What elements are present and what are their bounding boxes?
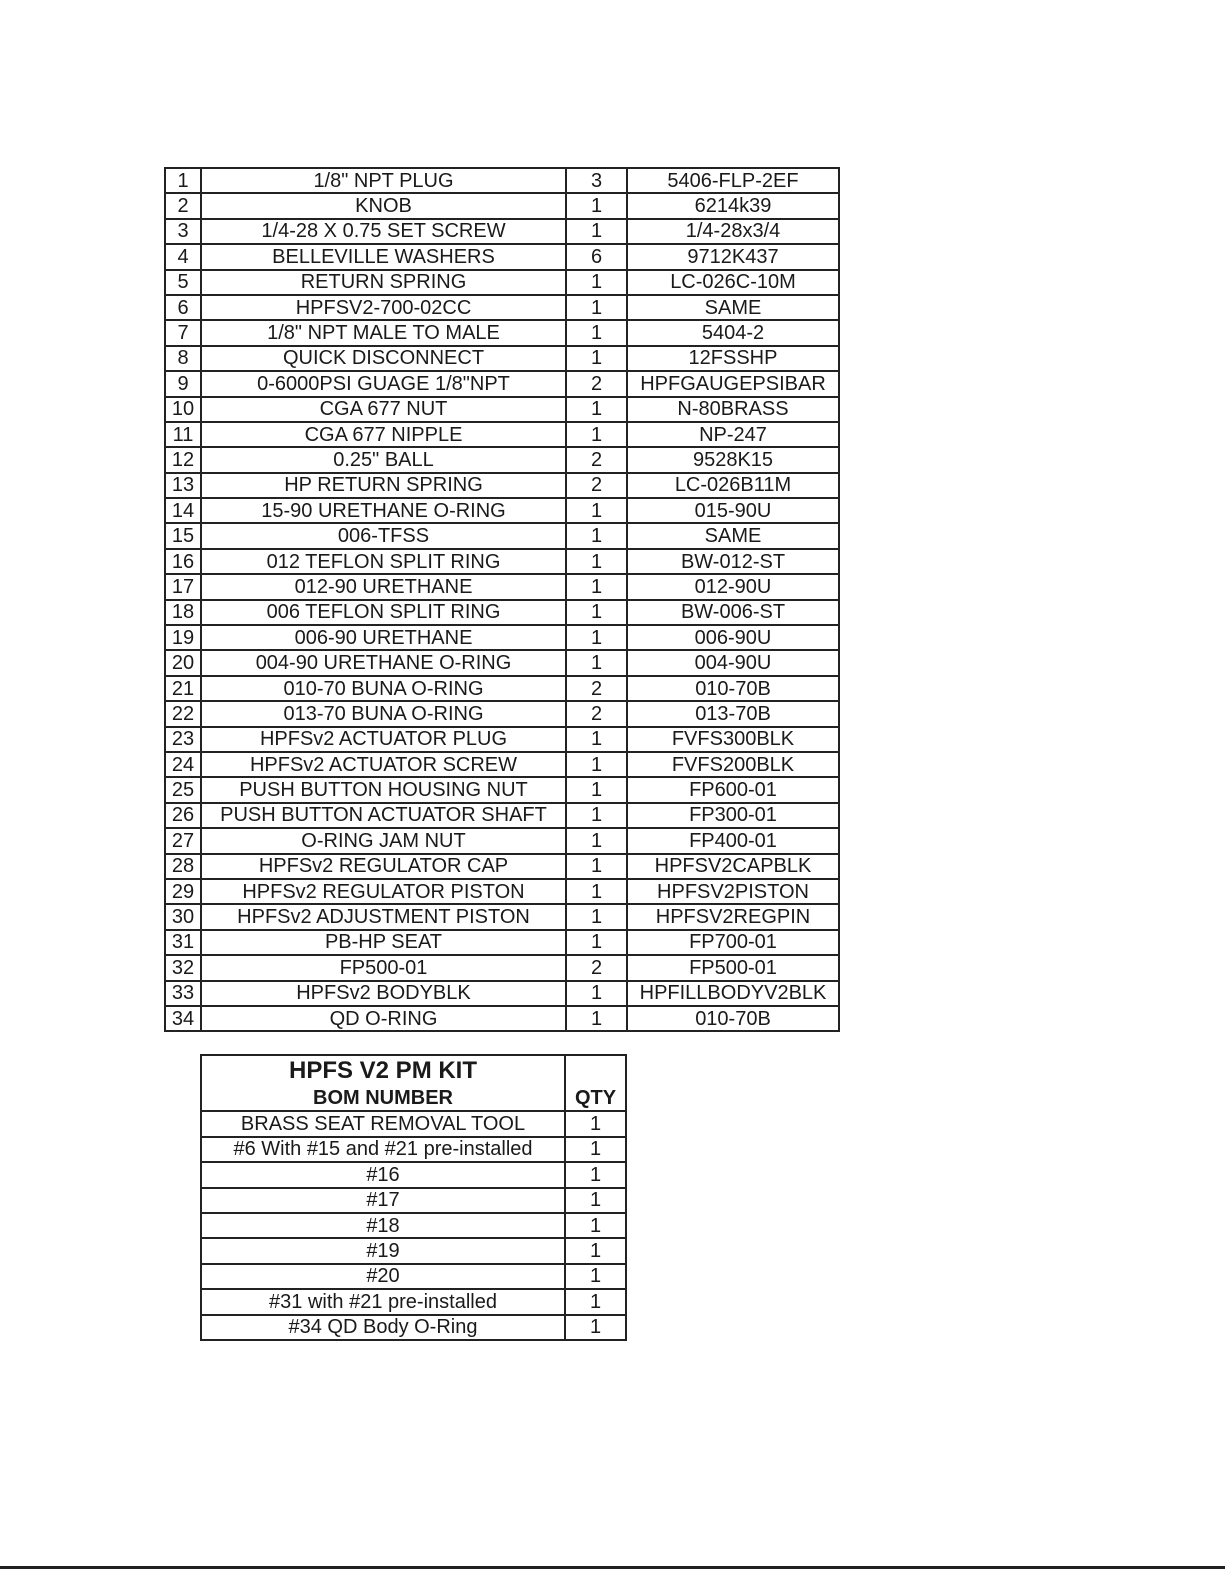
parts-row [165,270,839,295]
part-number-cell: FP700-01 [627,930,839,955]
kit-qty-cell: 1 [565,1289,626,1314]
item-number-cell: 33 [165,981,201,1006]
part-number-cell: LC-026C-10M [627,270,839,295]
part-number-cell: FP400-01 [627,828,839,853]
item-number-cell: 10 [165,397,201,422]
kit-item-cell: #16 [201,1162,565,1187]
item-number-cell: 17 [165,574,201,599]
kit-item-cell: #19 [201,1238,565,1263]
qty-cell: 1 [566,828,627,853]
part-number-cell: 1/4-28x3/4 [627,219,839,244]
part-number-cell: 9712K437 [627,244,839,269]
part-number-cell: 015-90U [627,498,839,523]
description-cell: HP RETURN SPRING [201,473,566,498]
part-number-cell: 5404-2 [627,320,839,345]
description-cell: 1/4-28 X 0.75 SET SCREW [201,219,566,244]
kit-row [201,1137,626,1162]
description-cell: RETURN SPRING [201,270,566,295]
item-number-cell: 23 [165,727,201,752]
parts-list-table [164,167,840,1032]
kit-title: HPFS V2 PM KIT [201,1055,565,1086]
description-cell: 15-90 URETHANE O-RING [201,498,566,523]
part-number-cell: FP300-01 [627,803,839,828]
kit-item-cell: #17 [201,1188,565,1213]
kit-qty-cell: 1 [565,1264,626,1289]
qty-cell: 2 [566,955,627,980]
part-number-cell: FVFS200BLK [627,752,839,777]
item-number-cell: 14 [165,498,201,523]
item-number-cell: 21 [165,676,201,701]
description-cell: HPFSv2 BODYBLK [201,981,566,1006]
parts-row [165,422,839,447]
part-number-cell: FP600-01 [627,777,839,802]
qty-cell: 2 [566,447,627,472]
kit-title-row [201,1055,626,1086]
parts-row [165,955,839,980]
item-number-cell: 32 [165,955,201,980]
item-number-cell: 29 [165,879,201,904]
qty-cell: 6 [566,244,627,269]
parts-row [165,803,839,828]
part-number-cell: 004-90U [627,650,839,675]
kit-row [201,1315,626,1340]
parts-row [165,346,839,371]
description-cell: O-RING JAM NUT [201,828,566,853]
kit-qty-cell: 1 [565,1315,626,1340]
description-cell: FP500-01 [201,955,566,980]
parts-row [165,904,839,929]
parts-row [165,981,839,1006]
part-number-cell: 010-70B [627,1006,839,1031]
qty-cell: 1 [566,752,627,777]
qty-cell: 2 [566,371,627,396]
parts-row [165,447,839,472]
part-number-cell: BW-012-ST [627,549,839,574]
kit-row [201,1111,626,1136]
parts-row [165,701,839,726]
description-cell: 010-70 BUNA O-RING [201,676,566,701]
parts-row [165,397,839,422]
kit-header-bom-number: BOM NUMBER [201,1086,565,1111]
qty-cell: 3 [566,168,627,193]
kit-row [201,1188,626,1213]
kit-qty-cell: 1 [565,1111,626,1136]
description-cell: HPFSv2 REGULATOR PISTON [201,879,566,904]
description-cell: 012-90 URETHANE [201,574,566,599]
parts-row [165,371,839,396]
qty-cell: 1 [566,1006,627,1031]
qty-cell: 1 [566,574,627,599]
item-number-cell: 1 [165,168,201,193]
parts-row [165,879,839,904]
kit-item-cell: #20 [201,1264,565,1289]
item-number-cell: 16 [165,549,201,574]
kit-header-row [201,1086,626,1111]
description-cell: 013-70 BUNA O-RING [201,701,566,726]
kit-row [201,1213,626,1238]
description-cell: KNOB [201,193,566,218]
description-cell: 006 TEFLON SPLIT RING [201,600,566,625]
description-cell: PUSH BUTTON ACTUATOR SHAFT [201,803,566,828]
parts-row [165,498,839,523]
description-cell: BELLEVILLE WASHERS [201,244,566,269]
item-number-cell: 24 [165,752,201,777]
part-number-cell: FVFS300BLK [627,727,839,752]
description-cell: HPFSv2 ACTUATOR PLUG [201,727,566,752]
qty-cell: 1 [566,270,627,295]
qty-cell: 1 [566,879,627,904]
qty-cell: 1 [566,346,627,371]
parts-row [165,295,839,320]
part-number-cell: FP500-01 [627,955,839,980]
kit-row [201,1238,626,1263]
page-bottom-rule [0,1566,1225,1569]
item-number-cell: 26 [165,803,201,828]
item-number-cell: 34 [165,1006,201,1031]
kit-item-cell: #6 With #15 and #21 pre-installed [201,1137,565,1162]
parts-row [165,549,839,574]
description-cell: 1/8" NPT PLUG [201,168,566,193]
item-number-cell: 4 [165,244,201,269]
description-cell: 0-6000PSI GUAGE 1/8"NPT [201,371,566,396]
qty-cell: 1 [566,193,627,218]
qty-cell: 1 [566,523,627,548]
parts-list-body [165,168,839,1031]
kit-qty-cell: 1 [565,1137,626,1162]
part-number-cell: HPFSV2REGPIN [627,904,839,929]
part-number-cell: HPFSV2PISTON [627,879,839,904]
description-cell: HPFSv2 REGULATOR CAP [201,854,566,879]
parts-row [165,676,839,701]
parts-row [165,727,839,752]
item-number-cell: 27 [165,828,201,853]
parts-row [165,168,839,193]
kit-qty-cell: 1 [565,1162,626,1187]
qty-cell: 2 [566,473,627,498]
parts-row [165,854,839,879]
kit-item-cell: #18 [201,1213,565,1238]
description-cell: QUICK DISCONNECT [201,346,566,371]
description-cell: 012 TEFLON SPLIT RING [201,549,566,574]
qty-cell: 1 [566,803,627,828]
description-cell: PB-HP SEAT [201,930,566,955]
part-number-cell: 5406-FLP-2EF [627,168,839,193]
item-number-cell: 30 [165,904,201,929]
pm-kit-body [201,1055,626,1340]
qty-cell: 1 [566,219,627,244]
description-cell: QD O-RING [201,1006,566,1031]
part-number-cell: 012-90U [627,574,839,599]
qty-cell: 1 [566,650,627,675]
description-cell: HPFSv2 ADJUSTMENT PISTON [201,904,566,929]
qty-cell: 1 [566,295,627,320]
part-number-cell: 9528K15 [627,447,839,472]
kit-item-cell: #31 with #21 pre-installed [201,1289,565,1314]
parts-row [165,219,839,244]
kit-qty-cell: 1 [565,1213,626,1238]
parts-row [165,193,839,218]
part-number-cell: 006-90U [627,625,839,650]
qty-cell: 1 [566,320,627,345]
qty-cell: 1 [566,854,627,879]
kit-title-blank-cell [565,1055,626,1086]
qty-cell: 1 [566,625,627,650]
item-number-cell: 19 [165,625,201,650]
part-number-cell: HPFILLBODYV2BLK [627,981,839,1006]
kit-item-cell: BRASS SEAT REMOVAL TOOL [201,1111,565,1136]
kit-row [201,1264,626,1289]
parts-row [165,828,839,853]
parts-row [165,1006,839,1031]
kit-item-cell: #34 QD Body O-Ring [201,1315,565,1340]
qty-cell: 1 [566,549,627,574]
part-number-cell: HPFGAUGEPSIBAR [627,371,839,396]
part-number-cell: SAME [627,523,839,548]
part-number-cell: SAME [627,295,839,320]
qty-cell: 1 [566,422,627,447]
part-number-cell: N-80BRASS [627,397,839,422]
parts-row [165,320,839,345]
qty-cell: 1 [566,397,627,422]
item-number-cell: 31 [165,930,201,955]
description-cell: CGA 677 NIPPLE [201,422,566,447]
parts-row [165,930,839,955]
pm-kit-table [200,1054,627,1341]
qty-cell: 1 [566,777,627,802]
parts-row [165,777,839,802]
description-cell: PUSH BUTTON HOUSING NUT [201,777,566,802]
qty-cell: 1 [566,930,627,955]
part-number-cell: 010-70B [627,676,839,701]
description-cell: 1/8" NPT MALE TO MALE [201,320,566,345]
item-number-cell: 25 [165,777,201,802]
parts-row [165,600,839,625]
description-cell: 006-90 URETHANE [201,625,566,650]
item-number-cell: 18 [165,600,201,625]
part-number-cell: 12FSSHP [627,346,839,371]
kit-row [201,1289,626,1314]
description-cell: 004-90 URETHANE O-RING [201,650,566,675]
part-number-cell: BW-006-ST [627,600,839,625]
qty-cell: 2 [566,701,627,726]
qty-cell: 1 [566,981,627,1006]
item-number-cell: 6 [165,295,201,320]
qty-cell: 1 [566,904,627,929]
item-number-cell: 7 [165,320,201,345]
item-number-cell: 5 [165,270,201,295]
parts-row [165,752,839,777]
parts-row [165,473,839,498]
part-number-cell: 013-70B [627,701,839,726]
qty-cell: 1 [566,727,627,752]
qty-cell: 2 [566,676,627,701]
part-number-cell: 6214k39 [627,193,839,218]
item-number-cell: 28 [165,854,201,879]
description-cell: HPFSv2 ACTUATOR SCREW [201,752,566,777]
item-number-cell: 2 [165,193,201,218]
item-number-cell: 9 [165,371,201,396]
kit-qty-cell: 1 [565,1238,626,1263]
parts-row [165,625,839,650]
item-number-cell: 13 [165,473,201,498]
item-number-cell: 12 [165,447,201,472]
parts-row [165,244,839,269]
description-cell: 0.25" BALL [201,447,566,472]
item-number-cell: 11 [165,422,201,447]
description-cell: CGA 677 NUT [201,397,566,422]
qty-cell: 1 [566,600,627,625]
part-number-cell: LC-026B11M [627,473,839,498]
item-number-cell: 15 [165,523,201,548]
item-number-cell: 3 [165,219,201,244]
kit-row [201,1162,626,1187]
qty-cell: 1 [566,498,627,523]
item-number-cell: 20 [165,650,201,675]
parts-row [165,650,839,675]
kit-header-qty: QTY [565,1086,626,1111]
parts-row [165,523,839,548]
part-number-cell: NP-247 [627,422,839,447]
item-number-cell: 22 [165,701,201,726]
kit-qty-cell: 1 [565,1188,626,1213]
item-number-cell: 8 [165,346,201,371]
parts-row [165,574,839,599]
description-cell: 006-TFSS [201,523,566,548]
description-cell: HPFSV2-700-02CC [201,295,566,320]
part-number-cell: HPFSV2CAPBLK [627,854,839,879]
